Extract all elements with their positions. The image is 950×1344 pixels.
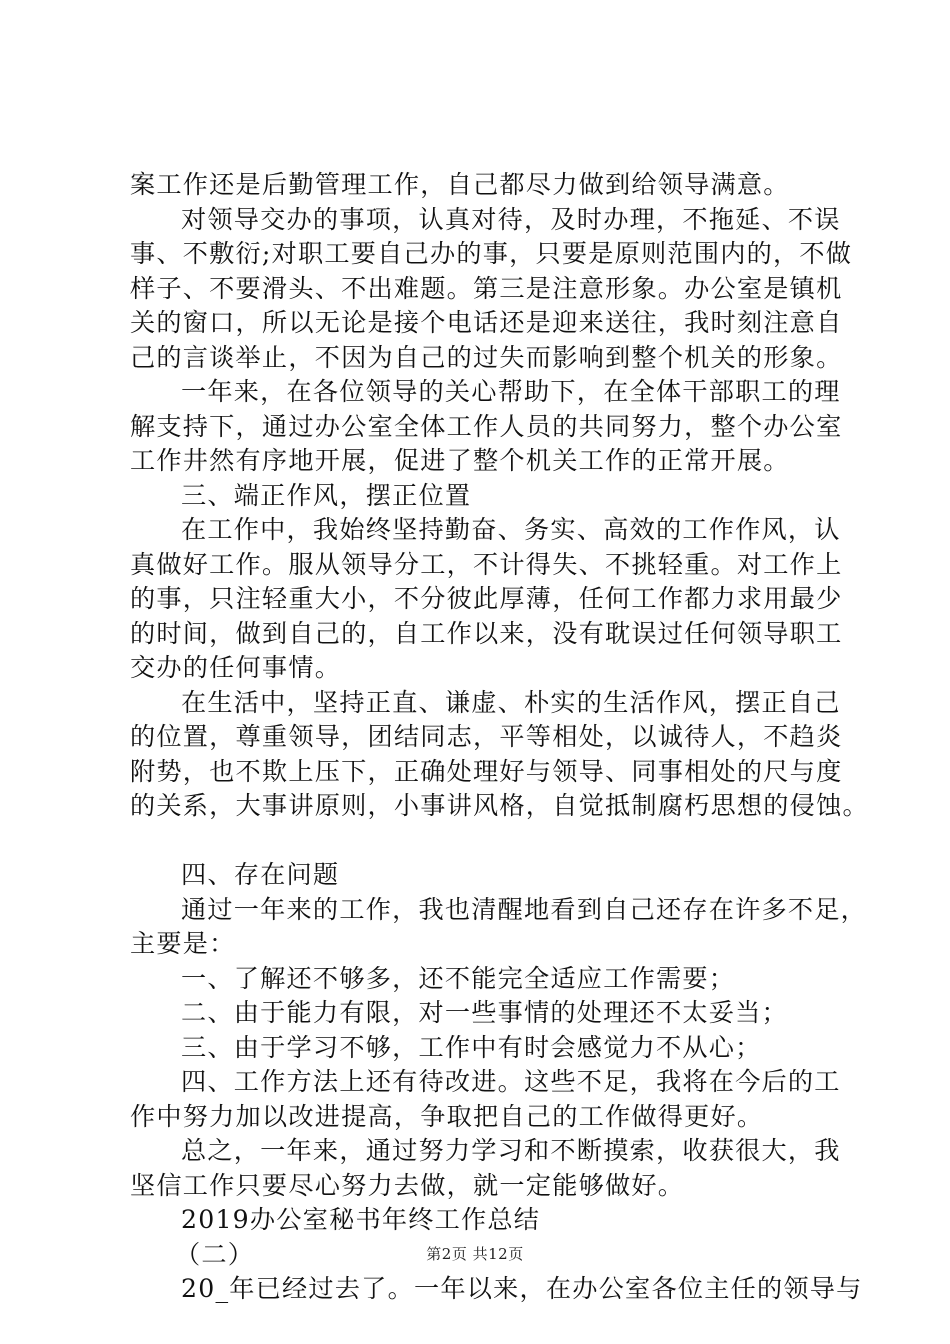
list-item: 四、工作方法上还有待改进。这些不足，我将在今后的工 (181, 1067, 841, 1096)
list-item: 三、由于学习不够，工作中有时会感觉力不从心； (181, 1032, 762, 1062)
text-line: 关的窗口，所以无论是接个电话还是迎来送往，我时刻注意自 (130, 308, 843, 337)
text-line: 工作井然有序地开展，促进了整个机关工作的正常开展。 (130, 446, 790, 475)
text-line: 解支持下，通过办公室全体工作人员的共同努力，整个办公室 (130, 411, 843, 441)
text-line: 总之，一年来，通过努力学习和不断摸索，收获很大，我 (181, 1136, 841, 1165)
text-line: 真做好工作。服从领导分工，不计得失、不挑轻重。对工作上 (130, 549, 843, 579)
text-line: 在工作中，我始终坚持勤奋、务实、高效的工作作风，认 (181, 515, 841, 544)
text-line: 附势，也不欺上压下，正确处理好与领导、同事相处的尺与度 (130, 756, 843, 786)
text-line: 主要是： (130, 929, 236, 958)
list-item: 一、了解还不够多，还不能完全适应工作需要； (181, 963, 736, 993)
list-item: 二、由于能力有限，对一些事情的处理还不太妥当； (181, 998, 788, 1027)
document-body (130, 168, 869, 1307)
page-footer: 第2页 共12页 (426, 1245, 524, 1263)
section-heading: 三、端正作风，摆正位置 (181, 480, 472, 510)
text-line: 通过一年来的工作，我也清醒地看到自己还存在许多不足， (181, 894, 868, 924)
text-line: 的位置，尊重领导，团结同志，平等相处，以诚待人，不趋炎 (130, 722, 843, 751)
text-line: 的关系，大事讲原则，小事讲风格，自觉抵制腐朽思想的侵蚀。 (130, 791, 869, 820)
section-heading: 四、存在问题 (181, 860, 340, 889)
document-subtitle: 2019办公室秘书年终工作总结 (181, 1205, 541, 1234)
text-line: 的事，只注轻重大小，不分彼此厚薄，任何工作都力求用最少 (130, 584, 843, 613)
text-line: 事、不敷衍;对职工要自己办的事，只要是原则范围内的，不做 (130, 239, 853, 268)
text-line: 样子、不要滑头、不出难题。第三是注意形象。办公室是镇机 (130, 273, 843, 303)
text-line: 的时间，做到自己的，自工作以来，没有耽误过任何领导职工 (130, 618, 843, 648)
text-line: 案工作还是后勤管理工作，自己都尽力做到给领导满意。 (130, 170, 790, 199)
text-line: 一年来，在各位领导的关心帮助下，在全体干部职工的理 (181, 377, 841, 406)
text-line: 交办的任何事情。 (130, 653, 342, 682)
text-line: 20_年已经过去了。一年以来，在办公室各位主任的领导与 (181, 1274, 863, 1303)
text-line: 坚信工作只要尽心努力去做，就一定能够做好。 (130, 1170, 685, 1200)
text-line: 对领导交办的事项，认真对待，及时办理，不拖延、不误 (181, 204, 841, 234)
text-line: 己的言谈举止，不因为自己的过失而影响到整个机关的形象。 (130, 342, 843, 372)
text-line: 在生活中，坚持正直、谦虚、朴实的生活作风，摆正自己 (181, 687, 841, 717)
paragraph-gap (130, 824, 845, 859)
text-line: 作中努力加以改进提高，争取把自己的工作做得更好。 (130, 1101, 764, 1131)
document-part-label: （二） (175, 1239, 255, 1269)
